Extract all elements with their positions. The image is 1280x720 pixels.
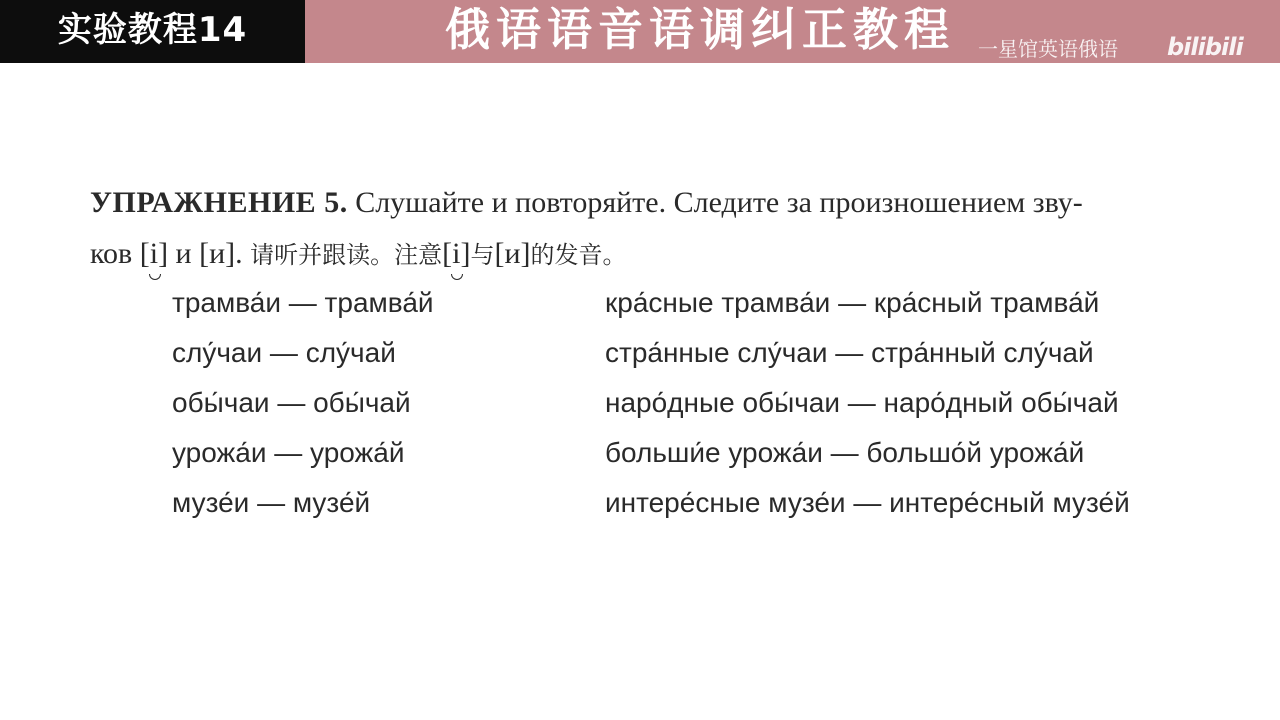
bracket-open: [	[442, 237, 453, 270]
course-title: 俄语语音语调纠正教程	[445, 3, 956, 56]
ipa-symbol: i	[150, 228, 158, 280]
chinese-and: 与	[470, 241, 495, 269]
list-item	[172, 328, 1232, 378]
word-pair-left: обы́чаи — обы́чай	[172, 387, 411, 418]
word-pair-left: музе́и — музе́й	[172, 487, 371, 518]
word-pair-left: слу́чаи — слу́чай	[172, 337, 396, 368]
lesson-badge: 实验教程14	[0, 0, 305, 63]
list-item	[172, 378, 1232, 428]
bilibili-logo: bilibili	[1167, 33, 1243, 61]
chinese-pronunciation: 的发音。	[530, 241, 627, 269]
word-pairs	[172, 278, 1232, 528]
line2-prefix: ков [	[90, 237, 150, 270]
ipa-ii: [и]	[494, 237, 531, 270]
phrase-pair-right: наро́дные обы́чаи — наро́дный обы́чай	[605, 387, 1119, 418]
list-item	[172, 278, 1232, 328]
phrase-pair-right: кра́сные трамва́и — кра́сный трамва́й	[605, 287, 1100, 318]
list-item	[172, 428, 1232, 478]
course-banner	[305, 0, 1280, 63]
bracket-close: ]	[460, 237, 471, 270]
exercise-heading	[90, 178, 1190, 281]
phrase-pair-right: интере́сные музе́и — интере́сный музе́й	[605, 487, 1130, 518]
instruction-line-1	[90, 178, 1190, 228]
word-pair-left: трамва́и — трамва́й	[172, 287, 434, 318]
top-banner	[0, 0, 1280, 63]
exercise-label: УПРАЖНЕНИЕ 5.	[90, 186, 348, 219]
instruction-text: Слушайте и повторяйте. Следите за произношением зву-	[347, 186, 1083, 219]
phrase-pair-right: стра́нные слу́чаи — стра́нный слу́чай	[605, 337, 1094, 368]
channel-watermark: 一星馆英语俄语	[978, 37, 1118, 61]
line2-mid: ] и [и].	[158, 237, 251, 270]
word-pair-left: урожа́и — урожа́й	[172, 437, 405, 468]
chinese-instruction: 请听并跟读。注意	[250, 241, 443, 269]
instruction-line-2	[90, 228, 1190, 281]
ipa-symbol-2: i	[452, 228, 460, 280]
phrase-pair-right: больши́е урожа́и — большо́й урожа́й	[605, 437, 1085, 468]
list-item	[172, 478, 1232, 528]
